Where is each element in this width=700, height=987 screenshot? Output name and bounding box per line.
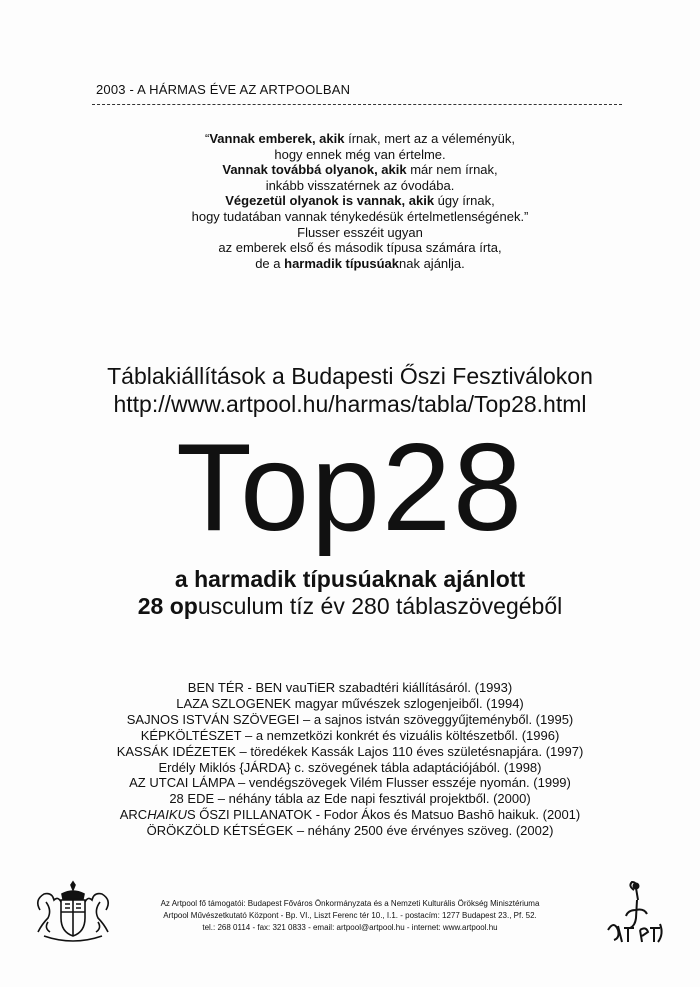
bold-run: T [107, 363, 122, 389]
text-run: SAJNOS ISTVÁN SZÖVEGEI – a sajnos istván szöveggyűjteményből. (1995) [126, 711, 574, 727]
quote-line-2 [120, 147, 600, 163]
project-item-7 [0, 775, 700, 791]
footer-line-3: tel.: 268 0114 - fax: 321 0833 - email: artpool@artpool.hu - internet: www.artpool.hu [202, 923, 498, 932]
subtitle-line-1: a harmadik típusúaknak ajánlott [174, 566, 526, 592]
text-run: usculum tíz év 280 táblaszövegéből [197, 593, 563, 619]
quote-line-5 [120, 193, 600, 209]
project-item-2 [0, 696, 700, 712]
project-item-3 [0, 712, 700, 728]
footer-line-1: Az Artpool fő támogatói: Budapest Főváros Önkormányzata és a Nemzeti Kulturális Örökség Minisztériuma [160, 899, 540, 908]
quote-line-6 [120, 209, 600, 225]
project-item-8 [0, 791, 700, 807]
subtitle-block [0, 566, 700, 620]
project-item-6 [0, 760, 700, 776]
project-item-9 [0, 807, 700, 823]
dashed-divider [92, 104, 622, 105]
text-run: már nem írnak, [406, 162, 498, 178]
project-item-10 [0, 823, 700, 839]
bold-run: 28 op [137, 593, 198, 619]
text-run: hogy tudatában vannak ténykedésük értelmetlenségének.” [191, 208, 529, 224]
text-run: nak ajánlja. [399, 255, 465, 271]
festival-block [0, 362, 700, 418]
text-run: KASSÁK IDÉZETEK – töredékek Kassák Lajos 110 éves születésnapjára. (1997) [116, 743, 584, 759]
text-run: ARC [119, 807, 148, 823]
text-run: AZ UTCAI LÁMPA – vendégszövegek Vilém Flusser esszéje nyomán. (1999) [129, 775, 571, 791]
text-run: KÉPKÖLTÉSZET – a nemzetközi konkrét és vizuális költészetből. (1996) [140, 727, 560, 743]
text-run: hogy ennek még van értelme. [274, 146, 446, 162]
text-run: “ [204, 131, 210, 146]
text-run: Erdély Miklós {JÁRDA} c. szövegének tábla adaptációjából. (1998) [158, 759, 542, 775]
quote-line-9 [120, 256, 600, 272]
quote-line-7 [120, 225, 600, 241]
text-run: írnak, mert az a véleményük, [344, 131, 515, 146]
festival-heading [0, 362, 700, 390]
bold-run: Végezetül olyanok is vannak, akik [225, 193, 435, 209]
footer [0, 898, 700, 934]
big-title: Top28 [176, 419, 524, 557]
artpool-figure-icon [600, 880, 670, 950]
bold-run: harmadik típusúak [284, 255, 399, 271]
text-run: BEN TÉR - BEN vauTiER szabadtéri kiállításáról. (1993) [187, 680, 513, 695]
text-run: Flusser esszéit ugyan [297, 224, 423, 240]
text-run: ÖRÖKZÖLD KÉTSÉGEK – néhány 2500 éve érvényes szöveg. (2002) [146, 823, 554, 839]
text-run: úgy írnak, [434, 193, 495, 209]
quote-line-3 [120, 162, 600, 178]
subtitle-line-2 [0, 593, 700, 620]
text-run: S ŐSZI PILLANATOK - Fodor Ákos és Matsuo Bashō haikuk. (2001) [186, 807, 581, 823]
text-run: 28 EDE – néhány tábla az Ede napi fesztivál projektből. (2000) [169, 791, 531, 807]
footer-line-2: Artpool Művészetkutató Központ - Bp. VI., Liszt Ferenc tér 10., I.1. - postacím: 1277 Budapest 23., Pf. 52. [163, 911, 537, 920]
text-run: inkább visszatérnek az óvodába. [265, 177, 455, 193]
project-item-4 [0, 728, 700, 744]
text-run: az emberek első és második típusa számára írta, [218, 240, 502, 256]
flusser-quote [120, 131, 600, 271]
text-run: de a [255, 255, 285, 271]
project-list [0, 680, 700, 839]
header-title: 2003 - A HÁRMAS ÉVE AZ ARTPOOLBAN [96, 82, 351, 97]
quote-line-1 [120, 131, 600, 147]
quote-line-8 [120, 240, 600, 256]
festival-url: http://www.artpool.hu/harmas/tabla/Top28.html [113, 391, 587, 417]
bold-run: Vannak továbbá olyanok, akik [222, 162, 407, 178]
project-item-1 [0, 680, 700, 696]
text-run: áblakiállítások a Budapesti Őszi Fesztiválokon [121, 363, 593, 389]
quote-line-4 [120, 178, 600, 194]
project-item-5 [0, 744, 700, 760]
italic-run: HAIKU [147, 807, 187, 823]
text-run: LAZA SZLOGENEK magyar művészek szlogenjeiből. (1994) [176, 695, 524, 711]
bold-run: Vannak emberek, akik [209, 131, 345, 146]
